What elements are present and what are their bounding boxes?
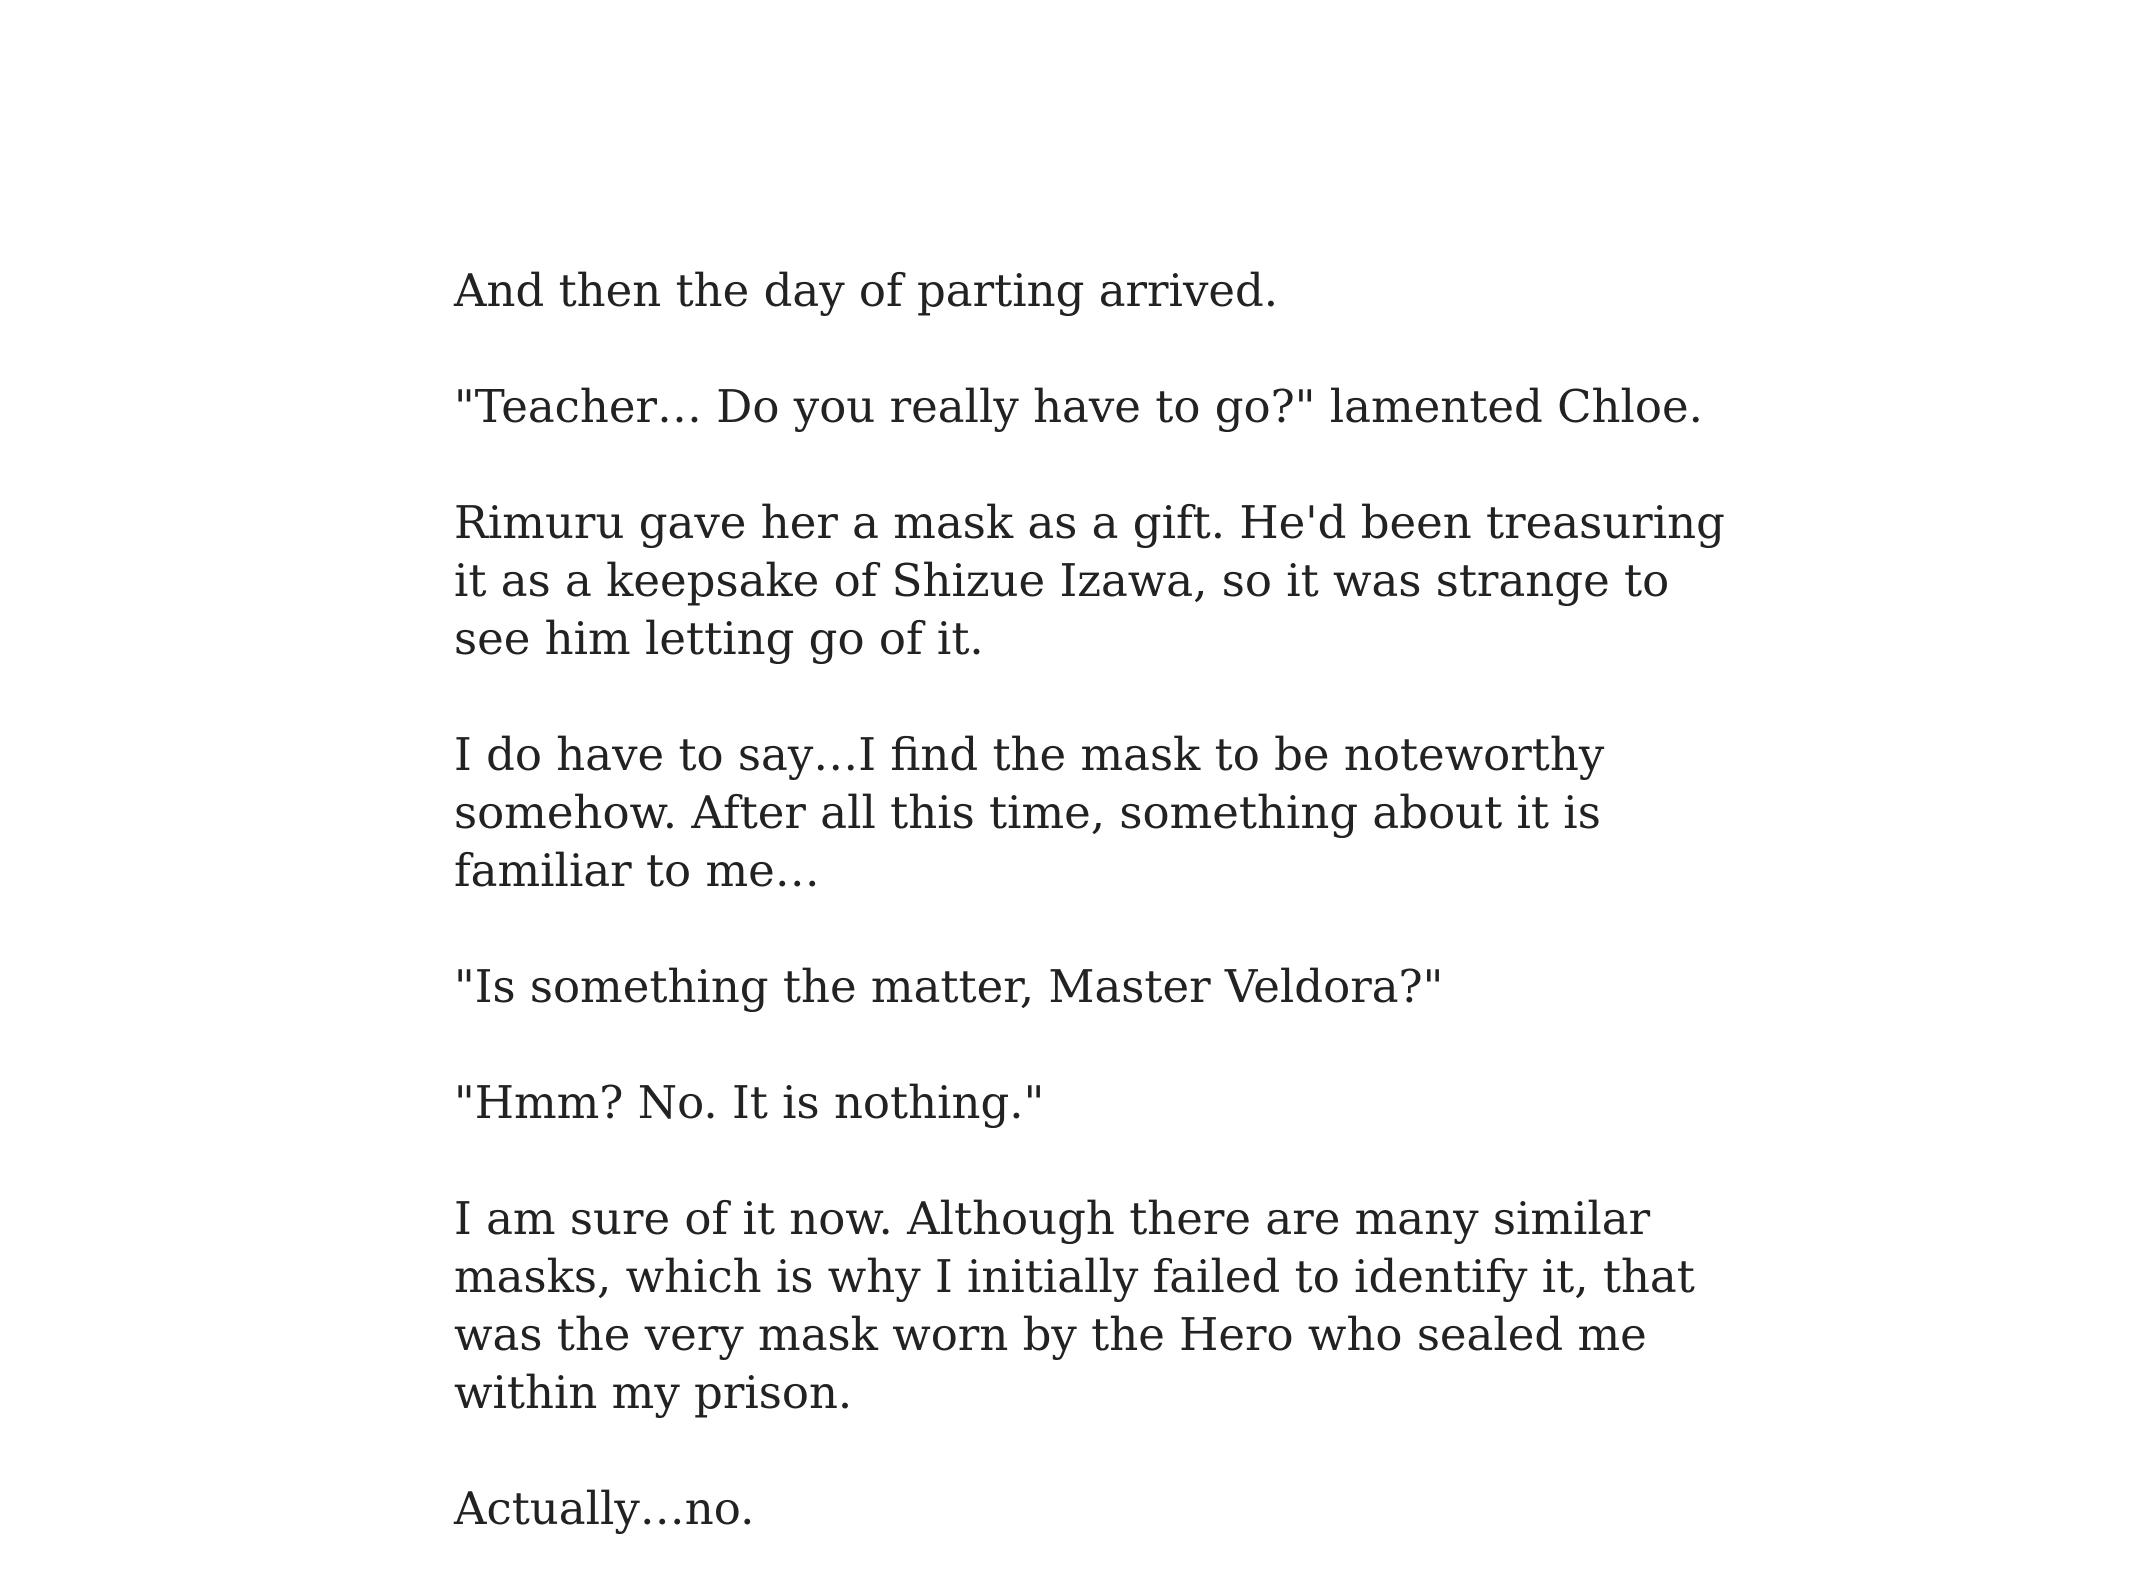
- paragraph: "Hmm? No. It is nothing.": [454, 1076, 1045, 1129]
- paragraph: I am sure of it now. Although there are many similar masks, which is why I initially failed to identify it, that was the very mask worn by the Hero who sealed me within my prison.: [454, 1192, 1695, 1419]
- paragraph: "Teacher… Do you really have to go?" lamented Chloe.: [454, 380, 1703, 433]
- paragraph: "Is something the matter, Master Veldora?": [454, 960, 1444, 1013]
- paragraph: I do have to say…I find the mask to be noteworthy somehow. After all this time, something about it is familiar to me…: [454, 728, 1605, 897]
- paragraph: And then the day of parting arrived.: [454, 264, 1279, 317]
- paragraph: Rimuru gave her a mask as a gift. He'd been treasuring it as a keepsake of Shizue Izawa, so it was strange to see him letting go of it.: [454, 496, 1725, 665]
- paragraph: Actually…no.: [454, 1482, 755, 1535]
- body-text: [454, 262, 1744, 1596]
